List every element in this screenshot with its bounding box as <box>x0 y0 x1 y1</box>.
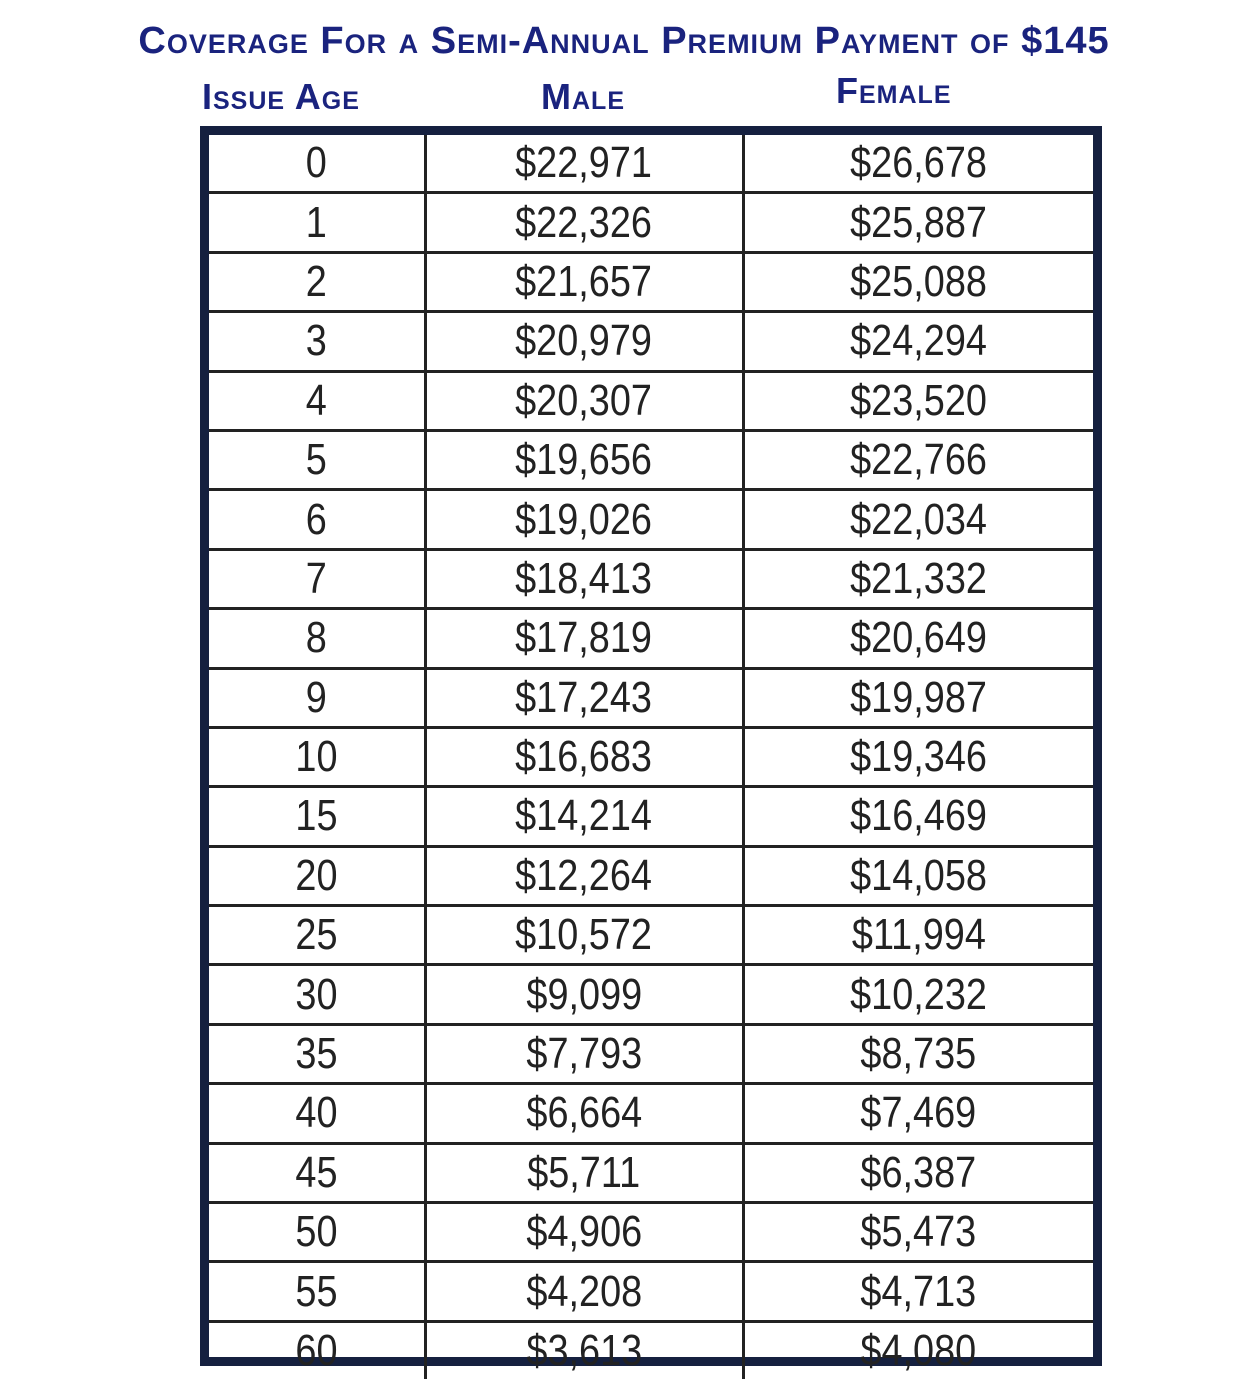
coverage-table-body <box>209 135 1093 1379</box>
female-coverage-cell <box>743 252 1093 311</box>
age-value: 9 <box>305 672 327 722</box>
age-value: 8 <box>305 613 327 663</box>
male-value: $5,711 <box>527 1147 641 1197</box>
age-value: 50 <box>295 1207 338 1257</box>
table-row <box>209 965 1093 1024</box>
issue-age-cell <box>209 1262 425 1321</box>
female-value: $4,713 <box>860 1266 977 1316</box>
female-value: $25,088 <box>850 256 988 306</box>
female-coverage-cell <box>743 668 1093 727</box>
female-value: $6,387 <box>860 1147 977 1197</box>
female-value: $22,034 <box>850 494 988 544</box>
issue-age-cell <box>209 1203 425 1262</box>
issue-age-cell <box>209 1024 425 1083</box>
issue-age-cell <box>209 906 425 965</box>
issue-age-cell <box>209 727 425 786</box>
male-value: $20,979 <box>515 316 653 366</box>
female-value: $23,520 <box>850 375 988 425</box>
column-header-male: Male <box>541 76 625 117</box>
table-row <box>209 252 1093 311</box>
age-value: 55 <box>295 1266 338 1316</box>
issue-age-cell <box>209 668 425 727</box>
male-coverage-cell <box>425 193 743 252</box>
male-value: $19,026 <box>515 494 653 544</box>
column-header-female: Female <box>836 70 952 111</box>
table-row <box>209 312 1093 371</box>
female-coverage-cell <box>743 135 1093 193</box>
issue-age-cell <box>209 1321 425 1379</box>
female-coverage-cell <box>743 1084 1093 1143</box>
female-coverage-cell <box>743 193 1093 252</box>
female-value: $7,469 <box>860 1088 977 1138</box>
age-value: 4 <box>305 375 327 425</box>
issue-age-cell <box>209 371 425 430</box>
female-value: $14,058 <box>850 850 988 900</box>
male-coverage-cell <box>425 1084 743 1143</box>
male-coverage-cell <box>425 371 743 430</box>
female-coverage-cell <box>743 371 1093 430</box>
male-coverage-cell <box>425 430 743 489</box>
male-coverage-cell <box>425 490 743 549</box>
table-row <box>209 787 1093 846</box>
female-value: $4,080 <box>860 1326 977 1375</box>
female-value: $26,678 <box>850 138 988 188</box>
age-value: 60 <box>295 1326 338 1375</box>
table-row <box>209 1203 1093 1262</box>
age-value: 5 <box>305 435 327 485</box>
male-value: $18,413 <box>515 553 653 603</box>
female-coverage-cell <box>743 1321 1093 1379</box>
issue-age-cell <box>209 549 425 608</box>
age-value: 25 <box>295 910 338 960</box>
female-coverage-cell <box>743 1143 1093 1202</box>
age-value: 30 <box>295 969 338 1019</box>
age-value: 1 <box>305 197 327 247</box>
female-value: $11,994 <box>851 910 986 960</box>
page-title: Coverage For a Semi-Annual Premium Payment of $145 <box>138 20 1110 62</box>
table-row <box>209 906 1093 965</box>
female-coverage-cell <box>743 906 1093 965</box>
female-coverage-cell <box>743 430 1093 489</box>
male-coverage-cell <box>425 1024 743 1083</box>
male-value: $12,264 <box>515 850 653 900</box>
male-value: $21,657 <box>515 256 653 306</box>
table-row <box>209 1024 1093 1083</box>
table-row <box>209 193 1093 252</box>
female-value: $24,294 <box>850 316 988 366</box>
age-value: 15 <box>295 791 338 841</box>
table-row <box>209 1262 1093 1321</box>
female-value: $19,987 <box>850 672 988 722</box>
female-value: $8,735 <box>860 1029 977 1079</box>
female-coverage-cell <box>743 965 1093 1024</box>
male-value: $20,307 <box>515 375 653 425</box>
table-row <box>209 727 1093 786</box>
female-value: $10,232 <box>850 969 988 1019</box>
age-value: 45 <box>295 1147 338 1197</box>
table-row <box>209 135 1093 193</box>
table-row <box>209 549 1093 608</box>
issue-age-cell <box>209 490 425 549</box>
female-coverage-cell <box>743 490 1093 549</box>
male-coverage-cell <box>425 727 743 786</box>
age-value: 40 <box>295 1088 338 1138</box>
male-coverage-cell <box>425 1203 743 1262</box>
table-row <box>209 846 1093 905</box>
female-coverage-cell <box>743 1203 1093 1262</box>
female-coverage-cell <box>743 787 1093 846</box>
issue-age-cell <box>209 1143 425 1202</box>
table-row <box>209 1321 1093 1379</box>
age-value: 35 <box>295 1029 338 1079</box>
female-coverage-cell <box>743 1024 1093 1083</box>
age-value: 0 <box>305 138 327 188</box>
issue-age-cell <box>209 787 425 846</box>
table-row <box>209 609 1093 668</box>
issue-age-cell <box>209 193 425 252</box>
issue-age-cell <box>209 252 425 311</box>
female-coverage-cell <box>743 549 1093 608</box>
table-row <box>209 490 1093 549</box>
male-coverage-cell <box>425 846 743 905</box>
issue-age-cell <box>209 609 425 668</box>
male-coverage-cell <box>425 906 743 965</box>
female-value: $16,469 <box>850 791 988 841</box>
age-value: 10 <box>295 732 338 782</box>
female-value: $21,332 <box>850 553 988 603</box>
issue-age-cell <box>209 1084 425 1143</box>
female-value: $20,649 <box>850 613 988 663</box>
age-value: 7 <box>305 553 327 603</box>
male-value: $9,099 <box>526 969 642 1019</box>
female-coverage-cell <box>743 846 1093 905</box>
male-value: $19,656 <box>515 435 653 485</box>
male-value: $4,906 <box>526 1207 642 1257</box>
male-value: $22,326 <box>515 197 653 247</box>
male-value: $10,572 <box>515 910 653 960</box>
male-value: $6,664 <box>526 1088 642 1138</box>
issue-age-cell <box>209 135 425 193</box>
male-value: $3,613 <box>526 1326 642 1375</box>
male-coverage-cell <box>425 312 743 371</box>
male-value: $17,243 <box>515 672 653 722</box>
table-row <box>209 371 1093 430</box>
female-coverage-cell <box>743 1262 1093 1321</box>
male-value: $14,214 <box>515 791 653 841</box>
issue-age-cell <box>209 965 425 1024</box>
male-coverage-cell <box>425 1321 743 1379</box>
male-coverage-cell <box>425 787 743 846</box>
male-value: $17,819 <box>515 613 653 663</box>
female-value: $22,766 <box>850 435 988 485</box>
female-coverage-cell <box>743 727 1093 786</box>
female-value: $25,887 <box>850 197 988 247</box>
age-value: 6 <box>305 494 327 544</box>
male-coverage-cell <box>425 135 743 193</box>
coverage-table <box>209 135 1093 1379</box>
male-coverage-cell <box>425 609 743 668</box>
male-coverage-cell <box>425 549 743 608</box>
issue-age-cell <box>209 312 425 371</box>
age-value: 3 <box>305 316 327 366</box>
male-coverage-cell <box>425 1143 743 1202</box>
male-value: $7,793 <box>526 1029 642 1079</box>
male-coverage-cell <box>425 668 743 727</box>
female-coverage-cell <box>743 312 1093 371</box>
table-row <box>209 1084 1093 1143</box>
table-row <box>209 1143 1093 1202</box>
table-row <box>209 668 1093 727</box>
male-coverage-cell <box>425 965 743 1024</box>
age-value: 2 <box>305 256 327 306</box>
female-coverage-cell <box>743 609 1093 668</box>
male-coverage-cell <box>425 252 743 311</box>
coverage-table-frame <box>200 126 1102 1375</box>
male-value: $4,208 <box>526 1266 642 1316</box>
issue-age-cell <box>209 430 425 489</box>
male-value: $16,683 <box>515 732 653 782</box>
table-row <box>209 430 1093 489</box>
male-coverage-cell <box>425 1262 743 1321</box>
female-value: $5,473 <box>860 1207 977 1257</box>
column-header-issue-age: Issue Age <box>202 76 360 117</box>
female-value: $19,346 <box>850 732 988 782</box>
age-value: 20 <box>295 850 338 900</box>
male-value: $22,971 <box>515 138 653 188</box>
issue-age-cell <box>209 846 425 905</box>
